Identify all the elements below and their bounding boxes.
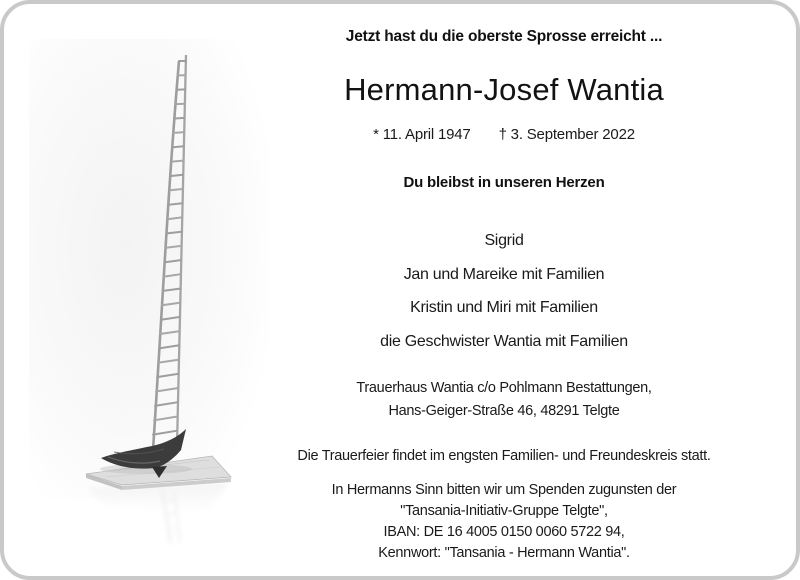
- donation-line: In Hermanns Sinn bitten wir um Spenden zugunsten der: [331, 482, 677, 498]
- life-dates: [244, 126, 764, 143]
- funeral-home-address: [244, 377, 764, 422]
- epigraph-line: Jetzt hast du die oberste Sprosse erreicht ...: [345, 28, 663, 45]
- sculpture-reflection: [88, 482, 229, 544]
- ceremony-note: Die Trauerfeier findet im engsten Familien- und Freundeskreis statt.: [297, 448, 711, 464]
- funeral-home-line: Hans-Geiger-Straße 46, 48291 Telgte: [388, 402, 620, 419]
- death-date: † 3. September 2022: [498, 126, 635, 143]
- donation-keyword: Kennwort: "Tansania - Hermann Wantia".: [378, 545, 630, 561]
- birth-date: * 11. April 1947: [373, 126, 471, 143]
- donation-line: "Tansania-Initiativ-Gruppe Telgte",: [400, 503, 608, 519]
- donation-iban: IBAN: DE 16 4005 0150 0060 5722 94,: [383, 524, 625, 540]
- mourner-line: Sigrid: [484, 232, 524, 249]
- mourner-line: die Geschwister Wantia mit Familien: [380, 332, 628, 350]
- photo-backdrop: [29, 39, 269, 499]
- mourner-line: Jan und Mareike mit Familien: [403, 265, 605, 283]
- mourners-list: [244, 224, 764, 358]
- funeral-home-line: Trauerhaus Wantia c/o Pohlmann Bestattungen,: [356, 380, 652, 396]
- motto-line: Du bleibst in unseren Herzen: [403, 174, 605, 191]
- donation-note: [244, 480, 764, 564]
- deceased-name: Hermann-Josef Wantia: [344, 72, 664, 107]
- mourner-line: Kristin und Miri mit Familien: [410, 299, 598, 316]
